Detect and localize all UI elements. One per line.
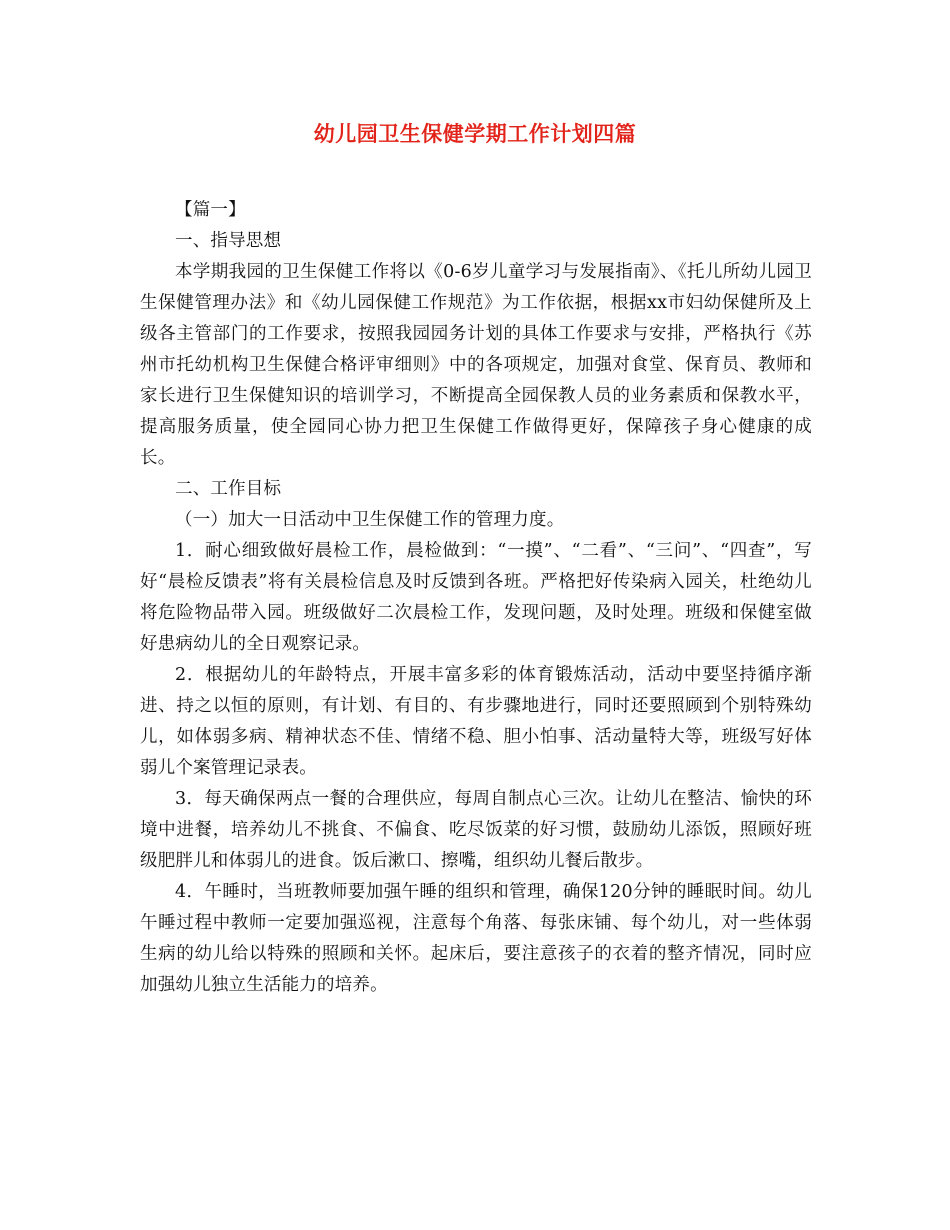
paragraph-item-4: 4．午睡时，当班教师要加强午睡的组织和管理，确保120分钟的睡眠时间。幼儿午睡过程中教师一定要加强巡视，注意每个角落、每张床铺、每个幼儿，对一些体弱生病的幼儿给以特殊的照顾和关怀。起床后，要注意孩子的衣着的整齐情况，同时应加强幼儿独立生活能力的培养。 <box>140 882 812 995</box>
paragraph-item-3: 3．每天确保两点一餐的合理供应，每周自制点心三次。让幼儿在整洁、愉快的环境中进餐，培养幼儿不挑食、不偏食、吃尽饭菜的好习惯，鼓励幼儿添饭，照顾好班级肥胖儿和体弱儿的进食。饭后漱口、擦嘴，组织幼儿餐后散步。 <box>140 789 812 871</box>
paragraph-item-2: 2．根据幼儿的年龄特点，开展丰富多彩的体育锻炼活动，活动中要坚持循序渐进、持之以恒的原则，有计划、有目的、有步骤地进行，同时还要照顾到个别特殊幼儿，如体弱多病、精神状态不佳、情绪不稳、胆小怕事、活动量特大等，班级写好体弱儿个案管理记录表。 <box>140 665 812 778</box>
section-heading-guiding-thought: 一、指导思想 <box>175 231 282 251</box>
section-heading-work-goals: 二、工作目标 <box>175 479 282 499</box>
subsection-heading-1: （一）加大一日活动中卫生保健工作的管理力度。 <box>175 510 565 530</box>
document-title: 幼儿园卫生保健学期工作计划四篇 <box>313 121 637 146</box>
document-body <box>140 195 812 1001</box>
paragraph-item-1: 1．耐心细致做好晨检工作，晨检做到：“一摸”、“二看”、“三问”、“四查”，写好“晨检反馈表”将有关晨检信息及时反馈到各班。严格把好传染病入园关，杜绝幼儿将危险物品带入园。班级做好二次晨检工作，发现问题，及时处理。班级和保健室做好患病幼儿的全日观察记录。 <box>140 541 812 654</box>
paragraph-guiding-thought: 本学期我园的卫生保健工作将以《0-6岁儿童学习与发展指南》、《托儿所幼儿园卫生保健管理办法》和《幼儿园保健工作规范》为工作依据，根据xx市妇幼保健所及上级各主管部门的工作要求，按照我园园务计划的具体工作要求与安排，严格执行《苏州市托幼机构卫生保健合格评审细则》中的各项规定，加强对食堂、保育员、教师和家长进行卫生保健知识的培训学习，不断提高全园保教人员的业务素质和保教水平，提高服务质量，使全园同心协力把卫生保健工作做得更好，保障孩子身心健康的成长。 <box>140 262 812 468</box>
part-heading: 【篇一】 <box>175 200 246 220</box>
